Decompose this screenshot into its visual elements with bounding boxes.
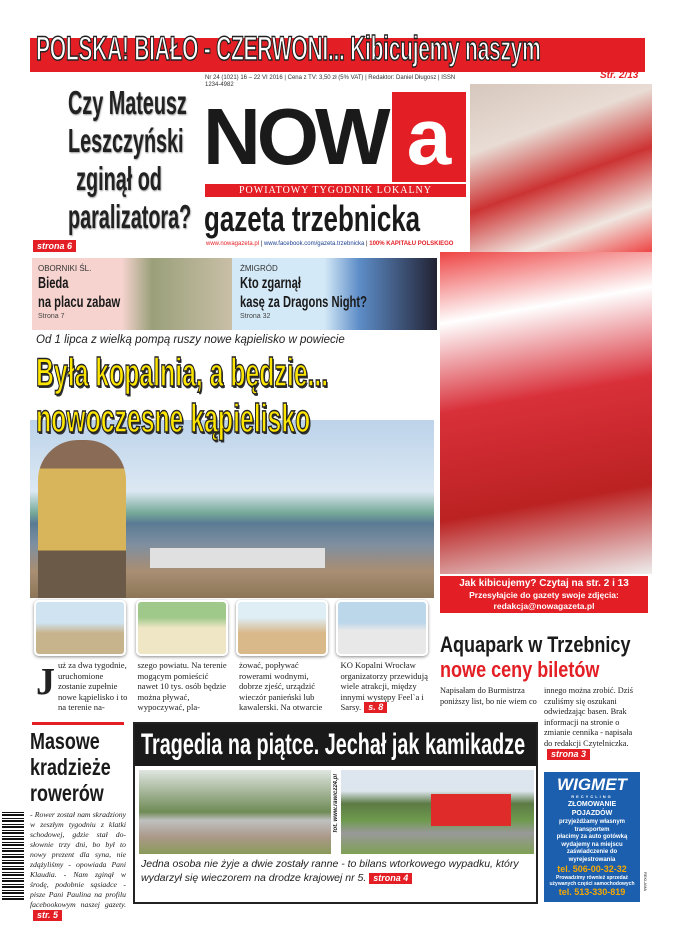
tragedy-caption: Jedna osoba nie żyje a dwie zostały ranne - to bilans wtorkowego wypadku, który wydarzył się wieczorem na drodze krajowej nr 5.	[141, 858, 519, 884]
lead-col: uż za dwa tygodnie, uruchomione zostanie zupełnie nowe kąpielisko i to na terenie na-	[58, 660, 128, 712]
issue-info: Nr 24 (1021) 16 – 22 VI 2016 | Cena z TV: 3,50 zł (5% VAT) | Redaktor: Daniel Długosz | ISSN 1234-4982	[205, 75, 456, 88]
wigmet-ad[interactable]	[544, 772, 640, 902]
thumb-photo	[236, 600, 328, 656]
man-photo-detail	[38, 440, 126, 598]
lead-col: szego powiatu. Na terenie mogącym pomieścić nawet 10 tys. osób będzie można pływać, wypoczywać, pla-	[137, 660, 227, 712]
lead-body	[36, 660, 432, 713]
barcode	[2, 810, 24, 900]
ad-bullet: przyjeżdżamy własnym transportem	[558, 819, 626, 833]
pier-photo-detail	[150, 548, 325, 568]
ad-bullet: wydajemy na miejscu zaświadczenie do wyrejestrowania	[561, 841, 623, 863]
logo-now: NOW	[203, 92, 387, 181]
ad-brand-sub: RECYCLING	[571, 794, 613, 799]
ad-headline: ZŁOMOWANIE POJAZDÓW	[567, 801, 617, 817]
teaser-place: ŻMIGRÓD	[240, 264, 278, 273]
thumb-photo	[336, 600, 428, 656]
website-link[interactable]: www.nowagazeta.pl	[206, 241, 260, 247]
teaser-title: Bieda	[38, 275, 69, 292]
left-story-line: Czy Mateusz	[68, 84, 187, 121]
tragedy-title: Tragedia na piątce. Jechał jak kamikadze	[141, 728, 526, 761]
teaser-page: Strona 7	[38, 313, 65, 320]
lead-headline-2[interactable]: nowoczesne kąpielisko	[36, 397, 311, 441]
subtitle: gazeta trzebnicka	[204, 198, 421, 239]
lead-col: żować, popływać rowerami wodnymi, dobrze zjeść, urządzić wieczór panieński lub kawalerski. Na otwarcie	[239, 660, 323, 712]
screen-detail	[431, 794, 511, 826]
bikes-title: kradzieże	[30, 754, 111, 780]
ad-phone: tel. 513-330-819	[558, 887, 626, 897]
bikes-title: rowerów	[30, 780, 104, 806]
thumb-photo	[34, 600, 126, 656]
left-story-line: zginął od	[76, 160, 162, 197]
fans-photo-collage-lower	[440, 252, 652, 574]
lead-kicker: Od 1 lipca z wielką pompą ruszy nowe kąpielisko w powiecie	[36, 334, 345, 346]
aquapark-page-ref: strona 3	[547, 749, 590, 760]
facebook-link[interactable]: www.facebook.com/gazeta.trzebnicka	[263, 241, 365, 247]
tagline: POWIATOWY TYGODNIK LOKALNY	[205, 184, 466, 197]
dropcap: J	[36, 661, 55, 703]
ad-brand: WIGMET	[557, 775, 627, 794]
teaser-zmigrod[interactable]	[232, 258, 437, 330]
capital-note: 100% KAPITAŁU POLSKIEGO	[369, 241, 454, 247]
separator: |	[366, 241, 368, 247]
ad-note: Prowadzimy również sprzedaż używanych części samochodowych	[549, 875, 635, 887]
left-story-page-ref: strona 6	[33, 240, 76, 252]
ad-phone: tel. 506-00-32-32	[557, 864, 627, 874]
teaser-title: Kto zgarnął	[240, 275, 301, 292]
teaser-title: na placu zabaw	[38, 294, 121, 311]
teaser-place: OBORNIKI ŚL.	[38, 264, 92, 273]
fans-box-line: Przesyłajcie do gazety swoje zdjęcia:	[469, 590, 619, 600]
left-story[interactable]	[34, 84, 204, 236]
left-story-line: paralizatora?	[68, 198, 192, 235]
bikes-story[interactable]	[30, 728, 126, 921]
accident-photo	[341, 770, 534, 854]
teaser-title: kasę za Dragons Night?	[240, 294, 367, 311]
aquapark-subtitle: nowe ceny biletów	[440, 657, 600, 682]
bikes-title: Masowe	[30, 728, 100, 754]
aquapark-col: Napisałam do Burmistrza poniższy list, bo nie wiem co	[440, 686, 537, 706]
teaser-page: Strona 32	[240, 313, 271, 320]
masthead-links	[206, 241, 468, 248]
tragedy-story[interactable]	[133, 722, 538, 904]
lead-headline-1[interactable]: Była kopalnia, a będzie...	[36, 351, 329, 395]
separator: |	[260, 241, 263, 247]
ad-bullet: płacimy za auto gotówką	[556, 834, 628, 840]
divider	[32, 722, 124, 725]
lead-page-ref: s. 8	[364, 702, 387, 713]
thumb-photo	[136, 600, 228, 656]
fans-box-line: Jak kibicujemy? Czytaj na str. 2 i 13	[459, 578, 629, 589]
fans-box	[440, 576, 648, 613]
fans-photo-collage	[470, 84, 652, 252]
bikes-text: - Rower został nam skradziony w zeszłym tygodniu z klatki schodowej, gdzie stał do-słownie trzy dni, bo był to nowy prezent dla syna, nie zdążyliśmy - opowiada Pani Klaudia. - Nam zginął w środę, podobnie sąsiadce - pisze Pani Paulina na profilu facebookowym naszej gazety.	[30, 810, 126, 909]
left-story-line: Leszczyński	[68, 122, 184, 159]
lead-col: KO Kopalni Wrocław organizatorzy przewidują wiele atrakcji, między innymi występy Feel`a i Sarsy.	[340, 660, 428, 712]
photo-credit: fot. www.rawicz24.pl	[333, 774, 339, 833]
ad-label: REKLAMA	[643, 872, 648, 892]
fans-box-email[interactable]: redakcja@nowagazeta.pl	[493, 600, 595, 611]
banner-page-ref: Str. 2/13	[600, 70, 639, 81]
aquapark-col: innego można zrobić. Dziś czuliśmy się oszukani odwiedzając basen. Brak informacji na stronie o zmianie cennika - napisała do redakcji Czytelniczka.	[544, 686, 633, 748]
banner-headline[interactable]: POLSKA! BIAŁO - CZERWONI... Kibicujemy naszym	[36, 30, 541, 68]
teaser-oborniki[interactable]	[32, 258, 232, 330]
aquapark-title: Aquapark w Trzebnicy	[440, 632, 631, 657]
logo-a: a	[392, 92, 466, 182]
tragedy-page-ref: strona 4	[369, 873, 412, 884]
bikes-page-ref: str. 5	[33, 910, 62, 921]
accident-photo	[139, 770, 331, 854]
